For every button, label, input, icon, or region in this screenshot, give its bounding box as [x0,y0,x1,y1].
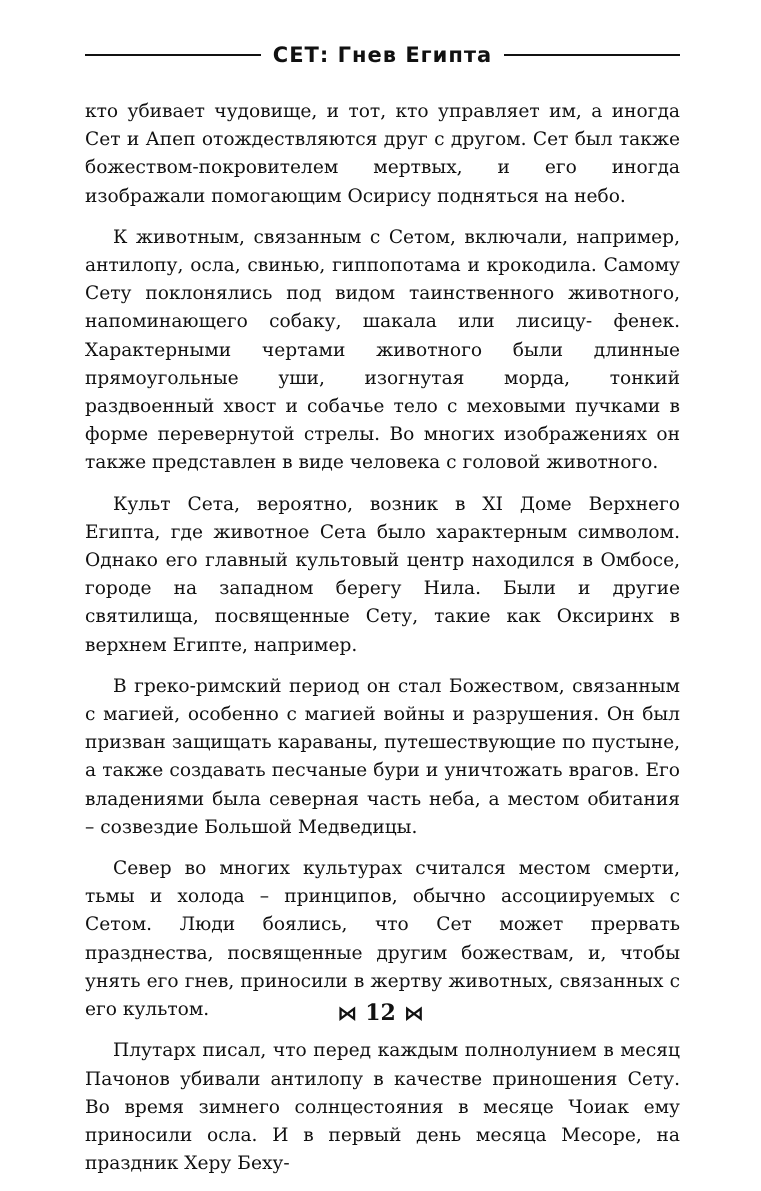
paragraph: Культ Сета, вероятно, возник в XI Доме Верхнего Египта, где животное Сета было характерным символом. Однако его главный культовый центр находился в Омбосе, городе на западном берегу Нила. Были и другие святилища, посвященные Сету, такие как Оксиринх в верхнем Египте, например. [85,493,680,656]
paragraph: В греко-римский период он стал Божеством, связанным с магией, особенно с магией войны и разрушения. Он был призван защищать караваны, путешествующие по пустыне, а также создавать песчаные бури и уничтожать врагов. Его владениями была северная часть неба, а местом обитания – созвездие Большой Медведицы. [85,675,680,838]
ornament-left-icon: ⋈ [337,1001,358,1025]
paragraph: К животным, связанным с Сетом, включали, например, антилопу, осла, свинью, гиппопотама и крокодила. Самому Сету поклонялись под видом таинственного животного, напоминающего собаку, шакала или лисицу- фенек. Характерными чертами животного были длинные прямоугольные уши, изогнутая морда, тонкий раздвоенный хвост и собачье тело с меховыми пучками в форме перевернутой стрелы. Во многих изображениях он также представлен в виде человека с головой животного. [85,226,680,474]
ornament-right-icon: ⋈ [403,1001,424,1025]
running-head [85,38,680,72]
paragraph: Север во многих культурах считался местом смерти, тьмы и холода – принципов, обычно ассоциируемых с Сетом. Люди боялись, что Сет может прервать празднества, посвященные другим божествам, и, чтобы унять его гнев, приносили в жертву животных, связанных с его культом. [85,858,680,1021]
body-text [85,98,680,1191]
header-rule-right [504,54,680,56]
chapter-title: СЕТ: Гнев Египта [272,43,493,67]
page-footer [0,1000,761,1026]
paragraph: Плутарх писал, что перед каждым полнолунием в месяц Пачонов убивали антилопу в качестве приношения Сету. Во время зимнего солнцестояния в месяце Чоиак ему приносили осла. И в первый день месяца Месоре, на праздник Херу Беху- [85,1040,680,1175]
header-rule-left [85,54,261,56]
paragraph-continued: кто убивает чудовище, и тот, кто управляет им, а иногда Сет и Апеп отождествляются друг с другом. Сет был также божеством-покровителем мертвых, и его иногда изображали помогающим Осирису подняться на небо. [85,101,680,207]
page-number: 12 [365,1000,396,1026]
